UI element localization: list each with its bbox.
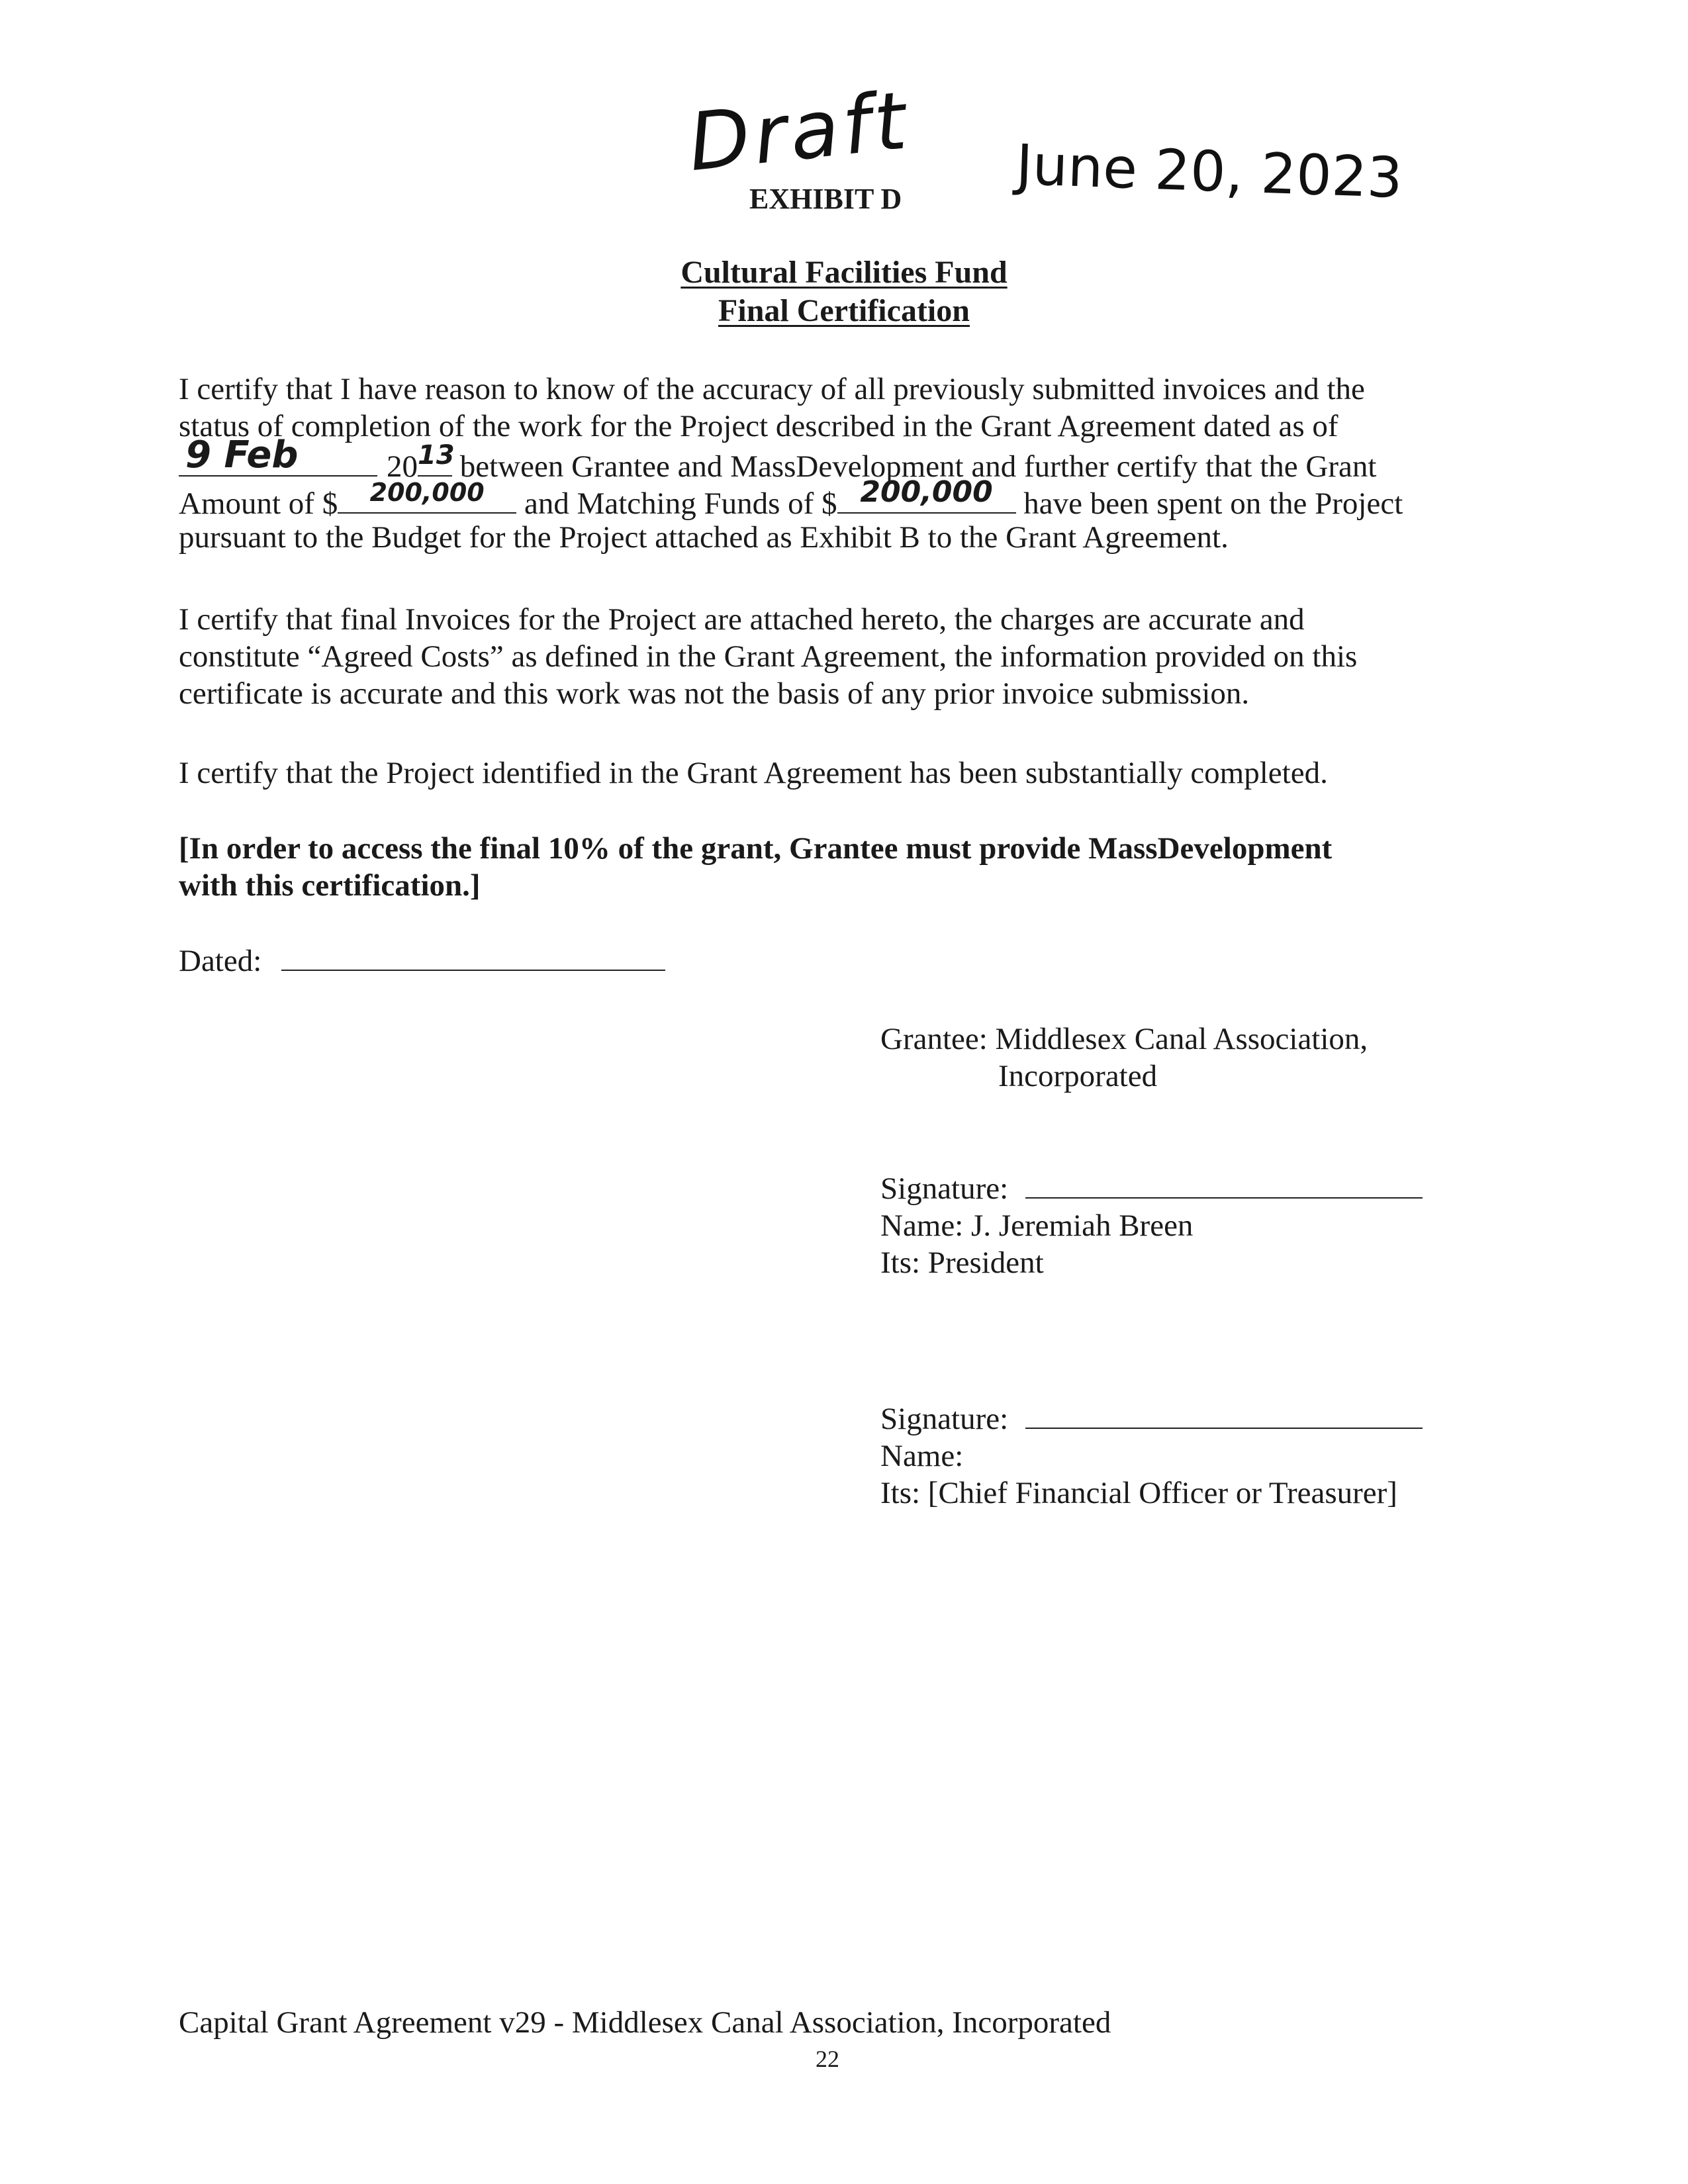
handwritten-date: June 20, 2023 xyxy=(1015,132,1404,211)
exhibit-label: EXHIBIT D xyxy=(749,183,902,215)
signer-title-2: Its: [Chief Financial Officer or Treasurer] xyxy=(880,1476,1397,1510)
agreement-date-field xyxy=(179,433,377,477)
title-line2: Final Certification xyxy=(718,293,970,328)
signer-name-2: Name: xyxy=(880,1439,964,1473)
para1-line2: status of completion of the work for the Project described in the Grant Agreement dated as of xyxy=(179,409,1338,443)
certification-paragraph-3 xyxy=(179,754,1328,792)
access-notice xyxy=(179,830,1332,904)
signature-line-1 xyxy=(1025,1171,1423,1199)
grantee-line1: Grantee: Middlesex Canal Association, xyxy=(880,1022,1368,1056)
matching-funds-field xyxy=(837,475,1016,514)
agreement-date-handwritten: 9 Feb xyxy=(185,433,299,477)
amount-label: Amount of $ xyxy=(179,486,338,521)
para1-line3-rest: between Grantee and MassDevelopment and further certify that the Grant xyxy=(452,449,1377,484)
signer-name-1: Name: J. Jeremiah Breen xyxy=(880,1208,1194,1243)
signer-title-1: Its: President xyxy=(880,1246,1044,1280)
para3-line1: I certify that the Project identified in the Grant Agreement has been substantially completed. xyxy=(179,756,1328,790)
grantee-line2: Incorporated xyxy=(998,1059,1158,1093)
handwritten-draft: Draft xyxy=(684,74,914,190)
year-field xyxy=(418,440,455,477)
footer-agreement: Capital Grant Agreement v29 - Middlesex Canal Association, Incorporated xyxy=(179,2005,1111,2040)
para2-line2: constitute “Agreed Costs” as defined in the Grant Agreement, the information provided on this xyxy=(179,639,1358,674)
para1-line4 xyxy=(179,475,1403,521)
para4-line1: [In order to access the final 10% of the grant, Grantee must provide MassDevelopment xyxy=(179,831,1333,866)
matching-funds-handwritten: 200,000 xyxy=(860,475,993,509)
para1-line5: pursuant to the Budget for the Project attached as Exhibit B to the Grant Agreement. xyxy=(179,520,1229,555)
certification-paragraph-2 xyxy=(179,601,1357,712)
signature-line-2 xyxy=(1025,1401,1423,1429)
grant-amount-field xyxy=(338,478,516,514)
para4-line2: with this certification.] xyxy=(179,868,481,903)
dated-line xyxy=(281,943,665,971)
footer-page-number: 22 xyxy=(816,2046,839,2072)
year-handwritten: 13 xyxy=(418,440,455,471)
para1-line4-rest: have been spent on the Project xyxy=(1015,486,1403,521)
grant-amount-handwritten: 200,000 xyxy=(369,478,485,507)
matching-funds-label: and Matching Funds of $ xyxy=(516,486,837,521)
signature-label-2: Signature: xyxy=(880,1402,1009,1436)
signature-label-1: Signature: xyxy=(880,1171,1009,1206)
title-line1: Cultural Facilities Fund xyxy=(680,255,1008,290)
dated-label: Dated: xyxy=(179,944,262,978)
para1-line1: I certify that I have reason to know of the accuracy of all previously submitted invoices and the xyxy=(179,372,1365,406)
signature-row-1 xyxy=(880,1170,1423,1207)
year-prefix: 20 xyxy=(387,449,418,484)
certification-paragraph-1 xyxy=(179,371,1403,556)
para2-line3: certificate is accurate and this work was not the basis of any prior invoice submission. xyxy=(179,676,1250,711)
signature-row-2 xyxy=(880,1400,1423,1437)
para2-line1: I certify that final Invoices for the Project are attached hereto, the charges are accurate and xyxy=(179,602,1305,637)
dated-row xyxy=(179,942,665,979)
